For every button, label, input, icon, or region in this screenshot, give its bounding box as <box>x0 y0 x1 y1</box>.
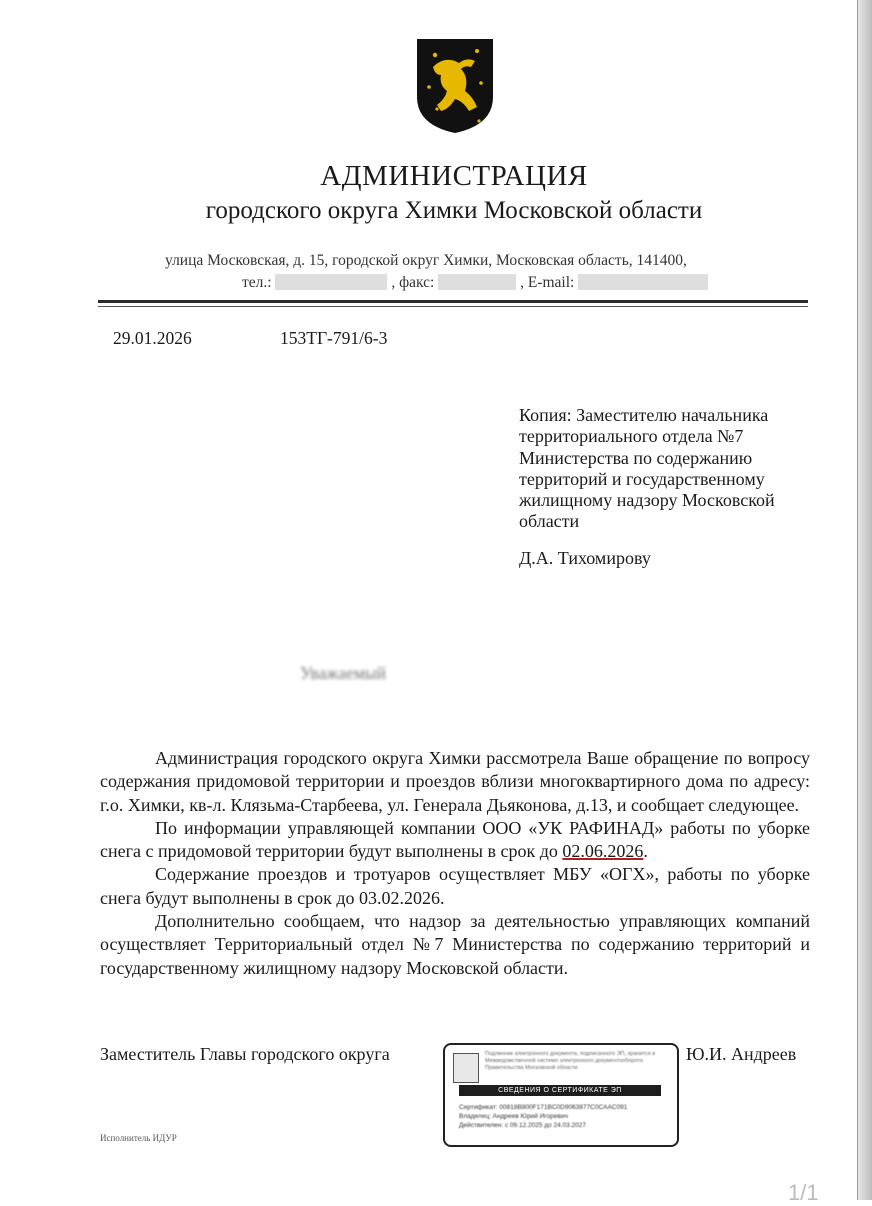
body-paragraph: Содержание проездов и тротуаров осуществляет МБУ «ОГХ», работы по уборке снега будут выполнены в срок до 03.02.2026. <box>100 864 810 908</box>
executor-note: Исполнитель ИДУР <box>100 1133 177 1143</box>
stamp-certificate: Сертификат: 00818B800F171BC0D9063877C0CAAC091 <box>459 1104 628 1111</box>
underlined-date: 02.06.2026 <box>562 841 644 862</box>
stamp-emblem-icon <box>453 1053 479 1083</box>
page-indicator: 1/1 <box>788 1180 819 1205</box>
paragraph-end: . <box>643 841 648 862</box>
org-contacts <box>242 274 708 292</box>
stamp-band: СВЕДЕНИЯ О СЕРТИФИКАТЕ ЭП <box>459 1085 661 1096</box>
signature-name: Ю.И. Андреев <box>686 1044 797 1064</box>
body-paragraph: Дополнительно сообщаем, что надзор за деятельностью управляющих компаний осуществляет Территориальный отдел №7 Министерства по содержанию территорий и государственному жилищному надзору Московской области. <box>100 911 810 978</box>
stamp-owner: Владелец: Андреев Юрий Игоревич <box>459 1113 568 1120</box>
fax-label: , факс: <box>391 274 435 291</box>
org-subtitle: городского округа Химки Московской области <box>205 197 703 224</box>
electronic-signature-stamp <box>443 1043 679 1147</box>
signature-position: Заместитель Главы городского округа <box>100 1044 390 1064</box>
stamp-details <box>459 1103 669 1130</box>
header-divider-thin <box>98 306 808 307</box>
org-title: АДМИНИСТРАЦИЯ <box>320 160 588 192</box>
paragraph-text: По информации управляющей компании ООО «УК РАФИНАД» работы по уборке снега с придомовой территории будут выполнены в срок до <box>100 817 810 862</box>
recipient-block: Копия: Заместителю начальника территориального отдела №7 Министерства по содержанию территорий и государственному жилищному надзору Московской области <box>519 405 775 532</box>
email-label: , E-mail: <box>520 274 575 291</box>
coat-of-arms-icon <box>415 37 495 135</box>
org-address: улица Московская, д. 15, городской округ Химки, Московская область, 141400, <box>165 252 687 269</box>
body-paragraph <box>100 817 810 864</box>
redacted-phone <box>275 274 387 290</box>
header-divider <box>98 300 808 303</box>
stamp-header-text: Подлинник электронного документа, подписанного ЭП, хранится в Межведомственной системе электронного документооборота Правительства Московской области <box>485 1051 656 1071</box>
redacted-fax <box>438 274 516 290</box>
addressee-name: Д.А. Тихомирову <box>519 548 651 568</box>
letter-date: 29.01.2026 <box>113 328 192 348</box>
body-paragraph: Администрация городского округа Химки рассмотрела Ваше обращение по вопросу содержания придомовой территории и проездов вблизи многоквартирного дома по адресу: г.о. Химки, кв-л. Клязьма-Старбеева, ул. Генерала Дьяконова, д.13, и сообщает следующее. <box>100 748 810 815</box>
greeting: Уважаемый <box>300 663 387 683</box>
letter-body <box>100 747 810 980</box>
phone-label: тел.: <box>242 274 272 291</box>
letter-reg-number: 153ТГ-791/6-3 <box>280 328 388 348</box>
stamp-validity: Действителен: с 09.12.2025 до 24.03.2027 <box>459 1122 587 1129</box>
redacted-email <box>578 274 708 290</box>
